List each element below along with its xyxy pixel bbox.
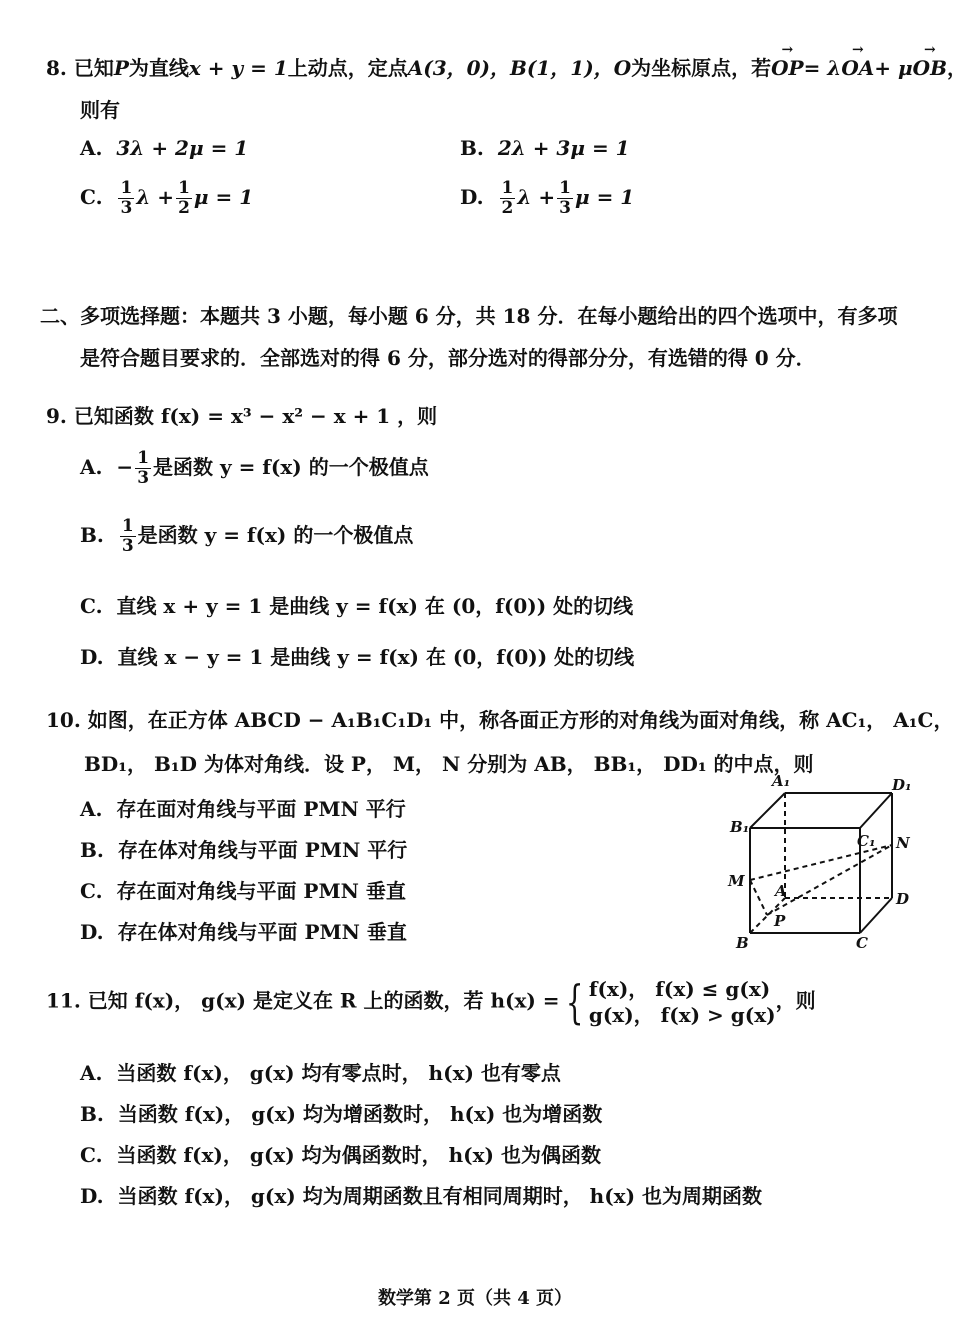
q8-line-equation: x + y = 1	[188, 56, 288, 80]
q8-stem-line1	[46, 52, 967, 81]
label-a: A	[775, 882, 787, 900]
denominator: 3	[137, 468, 150, 488]
q10-option-d	[80, 916, 407, 945]
q8-text: + μ	[874, 56, 913, 80]
q10-stem-line1	[46, 704, 953, 733]
option-text: 3λ + 2μ = 1	[116, 136, 249, 160]
option-text: 存在面对角线与平面 PMN 垂直	[116, 879, 406, 903]
label-c: C	[856, 934, 868, 952]
vector-ob: → OB	[913, 56, 947, 80]
option-text: 2λ + 3μ = 1	[497, 136, 630, 160]
q8-origin: O	[613, 56, 632, 80]
edge-c1d1	[860, 793, 892, 828]
numerator: 1	[120, 178, 133, 198]
option-text: λ +	[136, 185, 175, 209]
option-label: A.	[80, 1061, 103, 1085]
q11-option-d	[80, 1180, 762, 1209]
left-brace: {	[565, 975, 583, 1029]
q9-option-a	[80, 450, 429, 487]
option-label: C.	[80, 1143, 103, 1167]
option-text: 当函数 f(x)， g(x) 均为偶函数时， h(x) 也为偶函数	[116, 1143, 601, 1167]
option-text: 直线 x − y = 1 是曲线 y = f(x) 在 (0，f(0)) 处的切线	[117, 645, 635, 669]
option-text: 是函数 y = f(x) 的一个极值点	[137, 523, 414, 547]
option-label: D.	[80, 645, 104, 669]
q8-point-b: B(1，1)，	[510, 56, 614, 80]
option-text: λ +	[517, 185, 556, 209]
case-2: g(x)， f(x) > g(x)	[588, 1003, 776, 1027]
option-text: 当函数 f(x)， g(x) 均有零点时， h(x) 也有零点	[116, 1061, 561, 1085]
label-c1: C₁	[857, 832, 876, 850]
option-text: 存在面对角线与平面 PMN 平行	[116, 797, 406, 821]
q8-text: 为直线	[128, 56, 189, 80]
option-label: B.	[80, 523, 104, 547]
option-label: C.	[80, 185, 103, 209]
option-label: D.	[80, 920, 104, 944]
q9-option-c	[80, 590, 633, 619]
fraction	[500, 180, 516, 217]
option-text: 当函数 f(x)， g(x) 均为增函数时， h(x) 也为增函数	[117, 1102, 603, 1126]
fraction	[135, 450, 151, 487]
q8-stem-line2: 则有	[80, 98, 120, 122]
segment-mn	[750, 845, 892, 880]
q10-option-c	[80, 875, 406, 904]
q11-option-a	[80, 1057, 561, 1086]
option-label: A.	[80, 136, 103, 160]
q8-point-a: A(3，0)，	[407, 56, 511, 80]
q9-stem-text: 已知函数 f(x) = x³ − x² − x + 1 ，则	[73, 404, 438, 428]
question-number: 11.	[46, 988, 81, 1013]
label-b: B	[736, 934, 749, 952]
q8-option-c	[80, 180, 253, 217]
piecewise-cases	[589, 976, 776, 1028]
edge-b1a1	[750, 793, 785, 828]
denominator: 3	[559, 198, 571, 218]
q8-option-b	[460, 136, 630, 160]
q11-option-b	[80, 1098, 602, 1127]
numerator: 1	[121, 516, 134, 536]
numerator: 1	[559, 178, 571, 198]
option-label: D.	[460, 185, 484, 209]
label-d1: D₁	[892, 776, 912, 794]
q10-option-b	[80, 834, 407, 863]
q10-option-a	[80, 793, 406, 822]
q8-text: ，	[946, 56, 967, 80]
question-number: 8.	[46, 56, 67, 80]
vector-oa: → OA	[841, 56, 874, 80]
label-d: D	[896, 890, 910, 908]
q8-option-a	[80, 136, 248, 160]
option-label: C.	[80, 879, 103, 903]
q10-stem-text: 如图，在正方体 ABCD − A₁B₁C₁D₁ 中，称各面正方形的对角线为面对角线，称 AC₁， A₁C，	[87, 708, 954, 732]
q8-option-d	[460, 180, 634, 217]
fraction	[118, 180, 134, 217]
section-header-line2: 是符合题目要求的．全部选对的得 6 分，部分选对的得部分分，有选错的得 0 分．	[80, 346, 816, 370]
numerator: 1	[137, 448, 150, 468]
question-number: 10.	[46, 708, 81, 732]
option-label: B.	[80, 1102, 104, 1126]
option-text: μ = 1	[574, 185, 635, 209]
label-n: N	[896, 834, 910, 852]
minus-sign: −	[116, 455, 134, 479]
option-label: A.	[80, 797, 103, 821]
option-text: 直线 x + y = 1 是曲线 y = f(x) 在 (0，f(0)) 处的切线	[116, 594, 634, 618]
q8-text: = λ	[803, 56, 842, 80]
section-header-line1: 二、多项选择题：本题共 3 小题，每小题 6 分，共 18 分．在每小题给出的四个选项中，有多项	[40, 304, 898, 328]
q8-text: 为坐标原点，若	[631, 56, 772, 80]
fraction	[176, 180, 192, 217]
label-m: M	[728, 872, 745, 890]
denominator: 3	[120, 198, 133, 218]
q9-stem	[46, 400, 437, 429]
option-label: C.	[80, 594, 103, 618]
option-text: μ = 1	[193, 185, 254, 209]
q8-text: 上动点，定点	[287, 56, 408, 80]
option-label: A.	[80, 455, 103, 479]
q9-option-b	[80, 518, 413, 555]
option-label: D.	[80, 1184, 104, 1208]
q11-stem	[46, 976, 816, 1028]
fraction	[120, 518, 136, 555]
question-number: 9.	[46, 404, 67, 428]
numerator: 1	[178, 178, 190, 198]
cube-figure	[720, 768, 920, 953]
denominator: 2	[501, 198, 514, 218]
label-a1: A₁	[772, 772, 791, 790]
page-footer: 数学第 2 页（共 4 页）	[377, 1288, 573, 1309]
fraction	[557, 180, 573, 217]
segment-mp	[750, 880, 767, 915]
segment-pn	[767, 845, 892, 915]
denominator: 3	[121, 536, 134, 556]
edge-cd	[860, 898, 892, 933]
option-label: B.	[80, 838, 104, 862]
q11-option-c	[80, 1139, 601, 1168]
label-p: P	[774, 912, 786, 930]
label-b1: B₁	[730, 818, 750, 836]
option-label: B.	[460, 136, 484, 160]
q11-stem-text: 已知 f(x)， g(x) 是定义在 R 上的函数，若 h(x) =	[87, 988, 560, 1013]
q11-stem-text: ，则	[775, 988, 816, 1013]
q9-option-d	[80, 641, 634, 670]
q8-text: 已知	[73, 56, 114, 80]
option-text: 当函数 f(x)， g(x) 均为周期函数且有相同周期时， h(x) 也为周期函数	[117, 1184, 763, 1208]
denominator: 2	[178, 198, 190, 218]
vector-op: → OP	[771, 56, 803, 80]
case-1: f(x)， f(x) ≤ g(x)	[588, 977, 771, 1001]
option-text: 存在体对角线与平面 PMN 垂直	[117, 920, 407, 944]
numerator: 1	[501, 178, 514, 198]
option-text: 存在体对角线与平面 PMN 平行	[117, 838, 408, 862]
q10-stem-line2: BD₁， B₁D 为体对角线．设 P， M， N 分别为 AB， BB₁， DD₁ 的中点，则	[84, 752, 814, 776]
q8-point-p: P	[113, 56, 129, 80]
option-text: 是函数 y = f(x) 的一个极值点	[153, 455, 429, 479]
